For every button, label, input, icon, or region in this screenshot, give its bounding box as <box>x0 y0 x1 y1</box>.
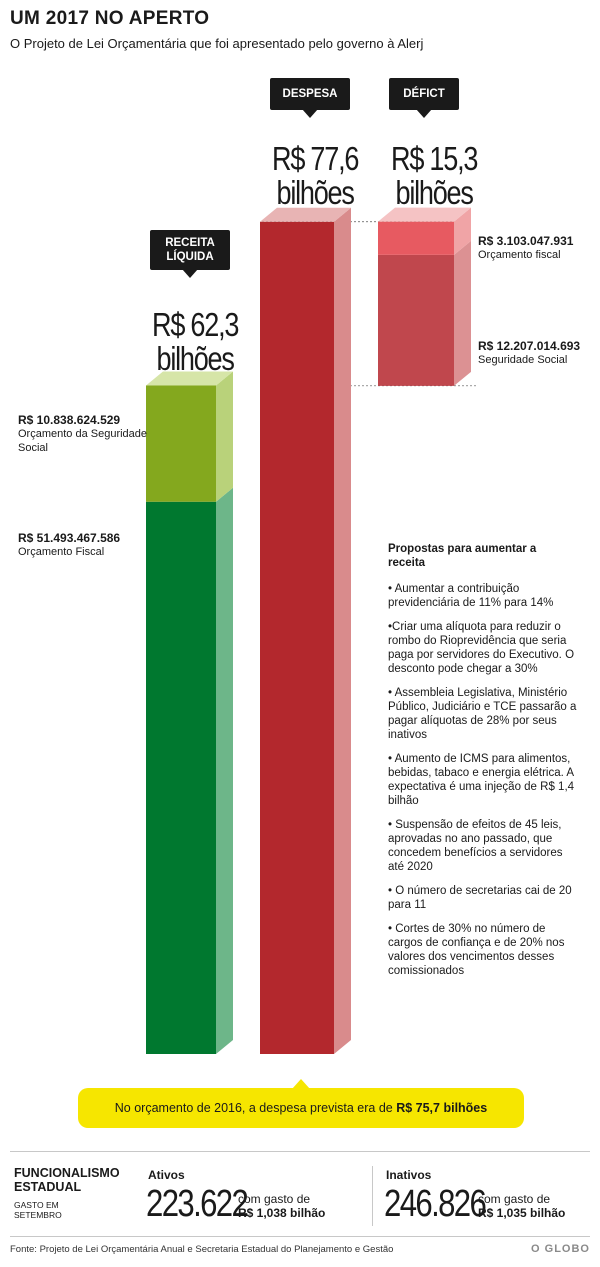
footer-divider <box>10 1236 590 1237</box>
bar-segment <box>378 255 454 386</box>
total-receita-line2: bilhões <box>156 340 234 377</box>
tag-despesa-text: DESPESA <box>282 88 338 100</box>
inactive-amount: R$ 1,035 bilhão <box>478 1206 566 1220</box>
label-fiscal-deficit-value: R$ 3.103.047.931 <box>478 234 574 248</box>
page-subtitle: O Projeto de Lei Orçamentária que foi apresentado pelo governo à Alerj <box>10 36 424 51</box>
total-deficit-line1: R$ 15,3 <box>391 140 478 177</box>
note-text: No orçamento de 2016, a despesa prevista era de <box>114 1101 397 1115</box>
page-title: UM 2017 NO APERTO <box>10 8 210 29</box>
proposal-item: • Aumentar a contribuição previdenciária de 11% para 14% <box>388 583 554 609</box>
label-seguridade-receita-value: R$ 10.838.624.529 <box>18 413 121 427</box>
budget-2016-note <box>78 1088 524 1128</box>
proposal-item: • O número de secretarias cai de 20 para 11 <box>388 885 572 911</box>
note-bold: R$ 75,7 bilhões <box>396 1101 488 1115</box>
active-amount: R$ 1,038 bilhão <box>238 1206 326 1220</box>
active-desc <box>238 1192 325 1220</box>
inactive-desc-text: com gasto de <box>478 1192 551 1206</box>
bar-segment <box>260 222 334 1054</box>
total-despesa-line1: R$ 77,6 <box>272 140 359 177</box>
label-seguridade-deficit <box>478 339 596 367</box>
tag-receita <box>150 230 230 270</box>
source-footer: Fonte: Projeto de Lei Orçamentária Anual e Secretaria Estadual do Planejamento e Gestão <box>10 1244 394 1255</box>
label-seguridade-receita <box>18 413 148 455</box>
total-deficit-line2: bilhões <box>395 174 473 211</box>
proposals-box <box>388 542 578 988</box>
staff-note: GASTO EM SETEMBRO <box>14 1200 62 1220</box>
bar-segment <box>378 222 454 255</box>
stat-separator <box>372 1166 373 1226</box>
tag-despesa <box>270 78 350 110</box>
label-fiscal-receita-text: Orçamento Fiscal <box>18 546 105 558</box>
label-seguridade-receita-text: Orçamento da Seguridade Social <box>18 428 148 454</box>
total-receita <box>150 308 240 376</box>
proposal-item: • Aumento de ICMS para alimentos, bebidas, tabaco e energia elétrica. A expectativa é uma injeção de R$ 1,4 bilhão <box>388 753 575 807</box>
total-receita-line1: R$ 62,3 <box>152 306 239 343</box>
proposal-item: • Assembleia Legislativa, Ministério Público, Judiciário e TCE passarão a pagar alíquotas de 28% por seus inativos <box>388 687 577 741</box>
label-fiscal-deficit-text: Orçamento fiscal <box>478 249 561 261</box>
label-fiscal-receita-value: R$ 51.493.467.586 <box>18 531 121 545</box>
inactive-label: Inativos <box>386 1168 432 1182</box>
label-fiscal-receita <box>18 531 148 559</box>
proposal-item: • Suspensão de efeitos de 45 leis, aprovadas no ano passado, que concedem benefícios a servidores até 2020 <box>388 819 563 873</box>
bar-side <box>216 371 233 501</box>
divider <box>10 1151 590 1152</box>
bar-side <box>216 488 233 1054</box>
label-fiscal-deficit <box>478 234 596 262</box>
inactive-desc <box>478 1192 565 1220</box>
bar-side <box>454 241 471 386</box>
bar-side <box>334 208 351 1054</box>
proposal-item: •Criar uma alíquota para reduzir o rombo do Rioprevidência que seria paga por servidores do Executivo. O desconto pode chegar a 30% <box>388 621 575 675</box>
total-despesa <box>270 142 360 210</box>
bar-segment <box>146 502 216 1054</box>
total-despesa-line2: bilhões <box>276 174 354 211</box>
proposals-heading: Propostas para aumentar a receita <box>388 543 537 569</box>
tag-deficit <box>389 78 459 110</box>
tag-deficit-text: DÉFICT <box>403 88 445 100</box>
staff-title: FUNCIONALISMO ESTADUAL <box>14 1166 120 1194</box>
inactive-count: 246.826 <box>384 1183 486 1225</box>
label-seguridade-deficit-value: R$ 12.207.014.693 <box>478 339 581 353</box>
tag-receita-text: RECEITA LÍQUIDA <box>165 237 215 263</box>
proposal-item: • Cortes de 30% no número de cargos de confiança e de 20% nos valores dos vencimentos desses comissionados <box>388 923 565 977</box>
bar-segment <box>146 385 216 501</box>
active-desc-text: com gasto de <box>238 1192 311 1206</box>
total-deficit <box>389 142 479 210</box>
newspaper-logo: O GLOBO <box>531 1243 590 1255</box>
active-count: 223.622 <box>146 1183 248 1225</box>
label-seguridade-deficit-text: Seguridade Social <box>478 354 568 366</box>
active-label: Ativos <box>148 1168 185 1182</box>
